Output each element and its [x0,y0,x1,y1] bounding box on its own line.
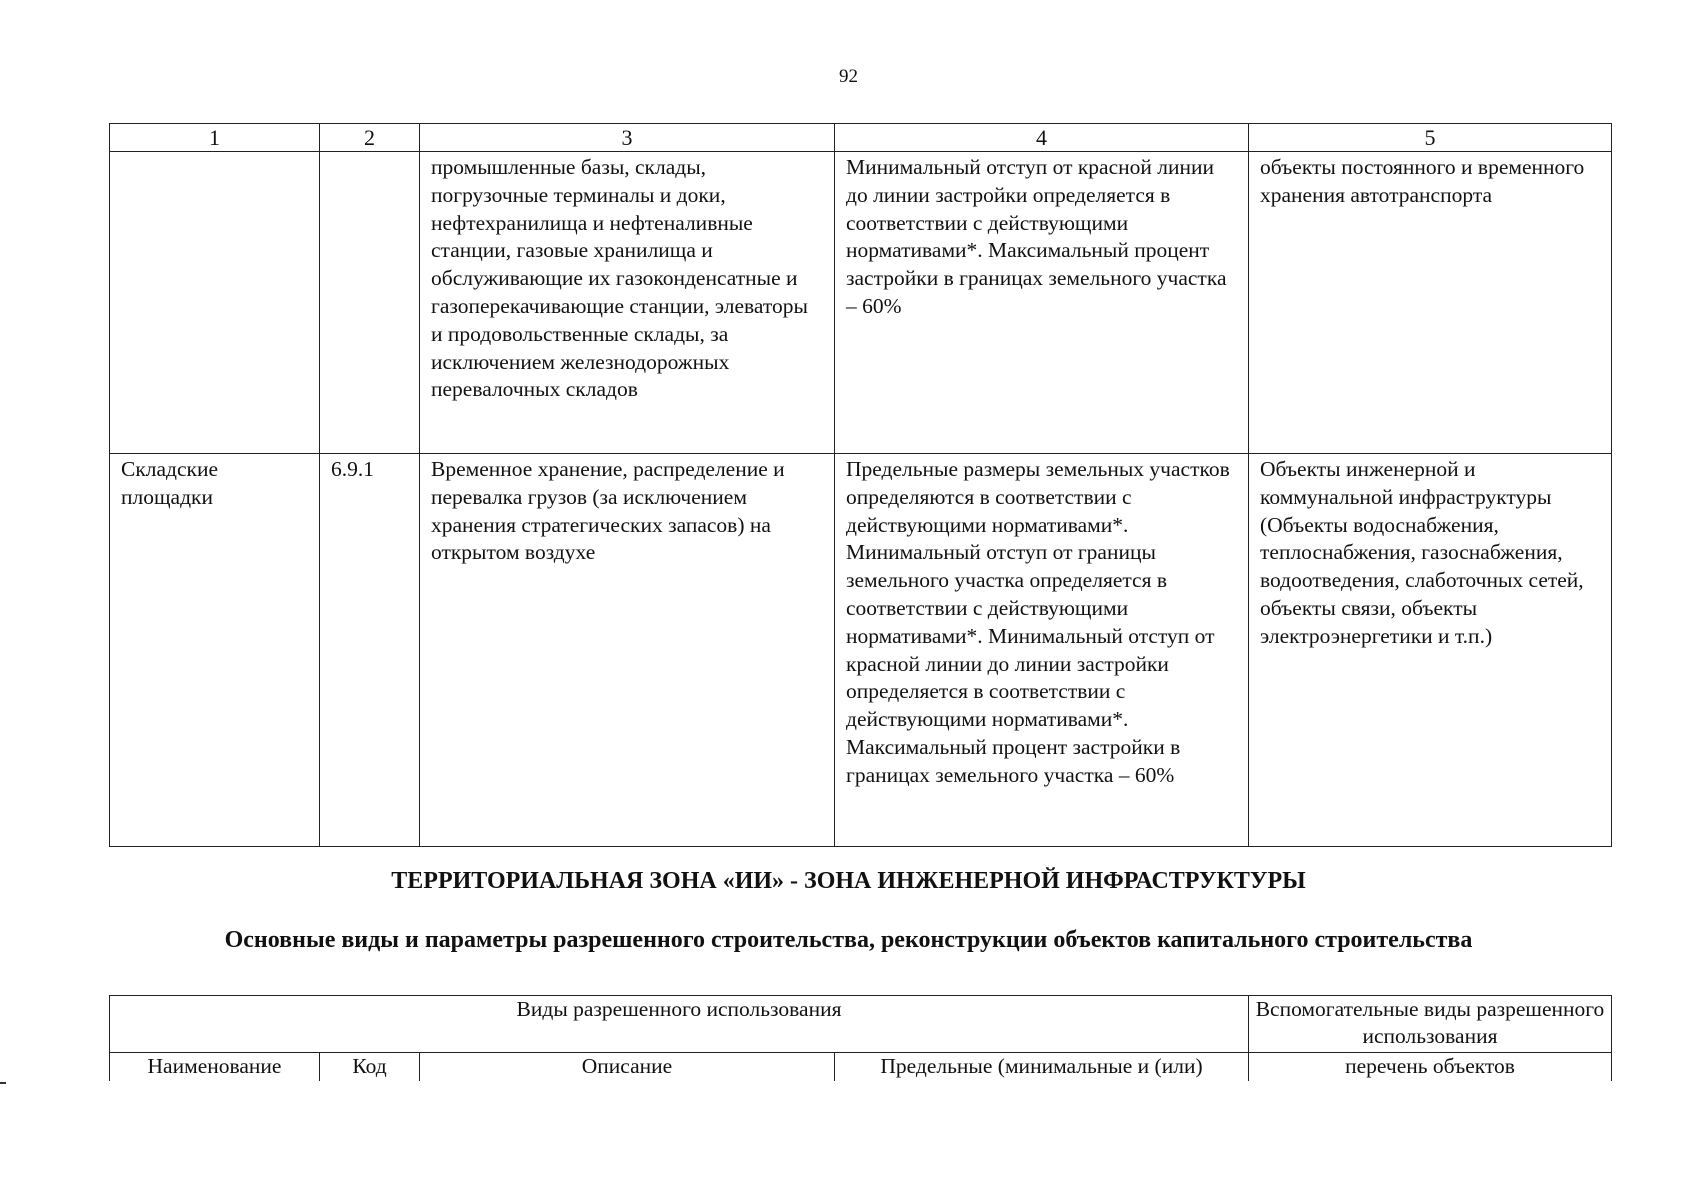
table-column-header-row [110,1053,1612,1082]
zone-title: ТЕРРИТОРИАЛЬНАЯ ЗОНА «ИИ» - ЗОНА ИНЖЕНЕРНОЙ ИНФРАСТРУКТУРЫ [391,868,1306,894]
parameters-column-header: Предельные (минимальные и (или) [835,1053,1249,1082]
column-number-row [110,124,1612,152]
zone-regulations-table-header [109,995,1612,1081]
use-description-cell: Временное хранение, распределение и перевалка грузов (за исключением хранения стратегических запасов) на открытом воздухе [420,454,835,847]
auxiliary-uses-header: Вспомогательные виды разрешенного использования [1249,996,1612,1053]
auxiliary-uses-cell: Объекты инженерной и коммунальной инфраструктуры (Объекты водоснабжения, теплоснабжения, газоснабжения, водоотведения, слаботочных сетей, объекты связи, объекты электроэнергетики и т.п.) [1249,454,1612,847]
objects-list-column-header: перечень объектов [1249,1053,1612,1082]
use-name-cell: Складские площадки [110,454,320,847]
use-code-cell [320,152,420,454]
auxiliary-uses-cell: объекты постоянного и временного хранения автотранспорта [1249,152,1612,454]
column-number-1: 1 [110,124,320,152]
use-code-cell: 6.9.1 [320,454,420,847]
parameters-cell: Минимальный отступ от красной линии до линии застройки определяется в соответствии с действующими нормативами*. Максимальный процент застройки в границах земельного участка – 60% [835,152,1249,454]
parameters-cell: Предельные размеры земельных участков определяются в соответствии с действующими нормативами*. Минимальный отступ от границы земельного участка определяется в соответствии с действующими нормативами*. Минимальный отступ от красной линии до линии застройки определяется в соответствии с действующими нормативами*. Максимальный процент застройки в границах земельного участка – 60% [835,454,1249,847]
scan-edge-mark [0,1082,6,1084]
description-column-header: Описание [420,1053,835,1082]
table-row [110,454,1612,847]
column-number-2: 2 [320,124,420,152]
section-subtitle: Основные виды и параметры разрешенного строительства, реконструкции объектов капитального строительства [224,927,1473,953]
table-row [110,152,1612,454]
column-number-5: 5 [1249,124,1612,152]
table-group-header-row [110,996,1612,1053]
column-number-3: 3 [420,124,835,152]
permitted-uses-header: Виды разрешенного использования [110,996,1249,1053]
use-description-cell: промышленные базы, склады, погрузочные терминалы и доки, нефтехранилища и нефтеналивные станции, газовые хранилища и обслуживающие их газоконденсатные и газоперекачивающие станции, элеваторы и продовольственные склады, за исключением железнодорожных перевалочных складов [420,152,835,454]
page-number: 92 [839,66,858,87]
regulations-table-continued [109,123,1612,847]
column-number-4: 4 [835,124,1249,152]
use-name-cell [110,152,320,454]
name-column-header: Наименование [110,1053,320,1082]
code-column-header: Код [320,1053,420,1082]
